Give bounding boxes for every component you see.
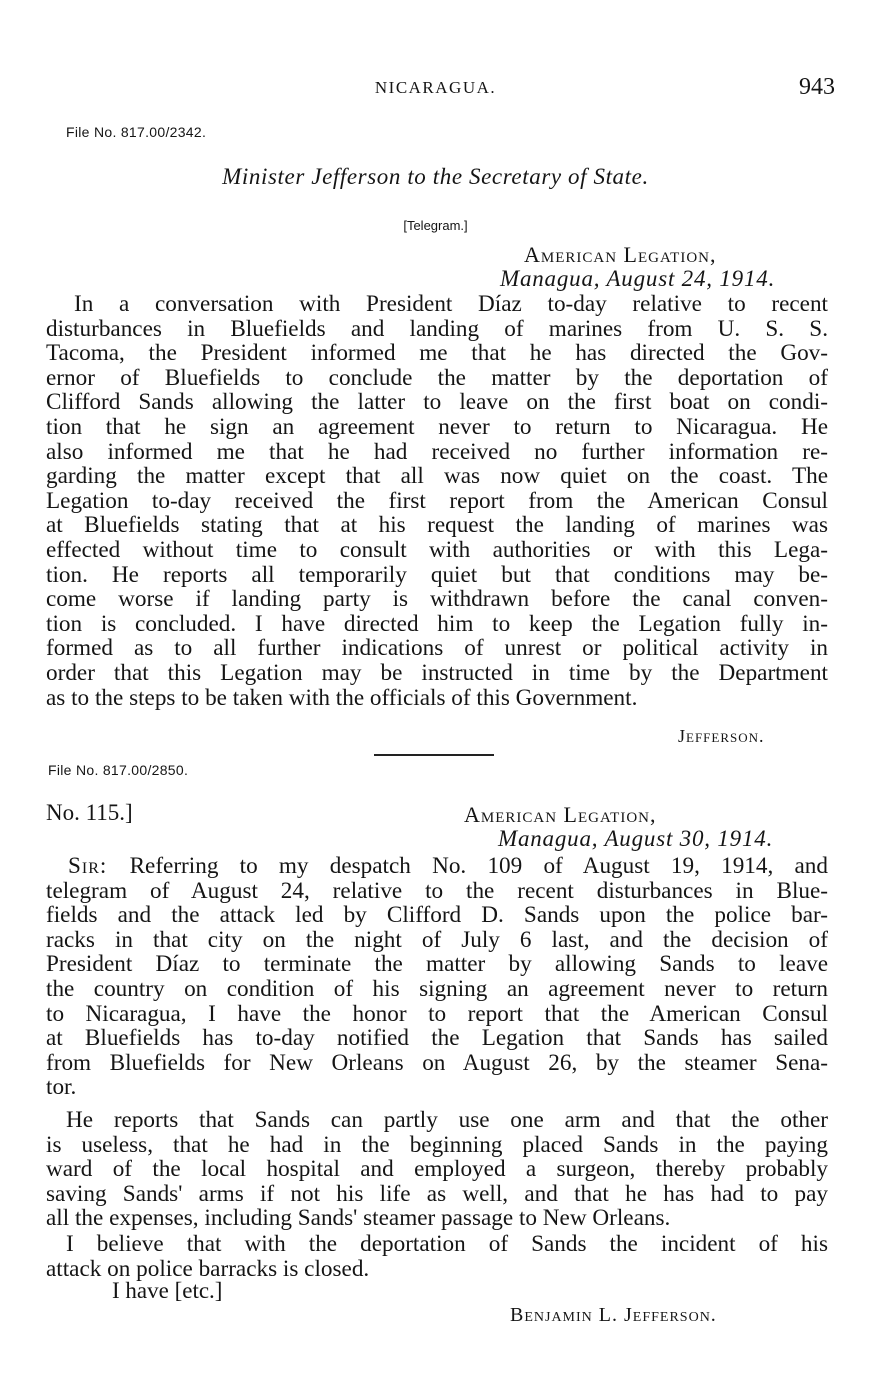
file-number: File No. 817.00/2342. [66,124,207,140]
salutation: Sir: [68,853,130,879]
text-line: disturbances in Bluefields and landing of marines from U. S. S. [46,315,828,342]
text-line: formed as to all further indications of unrest or political activity in [46,635,828,662]
text-line: fields and the attack led by Clifford D. Sands upon the police bar- [46,902,828,929]
despatch-paragraph-2 [46,1108,828,1231]
document-heading: Minister Jefferson to the Secretary of State. [222,164,649,189]
signature: Jefferson. [678,726,765,746]
text-line: as to the steps to be taken with the officials of this Government. [46,684,638,711]
text-line: Clifford Sands allowing the latter to leave on the first boat on condi- [46,389,828,416]
text-line: effected without time to consult with authorities or with this Lega- [46,536,828,563]
text-line: is useless, that he had in the beginning placed Sands in the paying [46,1131,828,1158]
text-line: tion. He reports all temporarily quiet but that conditions may be- [46,561,828,588]
text-line: tion is concluded. I have directed him to keep the Legation fully in- [46,610,828,637]
file-number: File No. 817.00/2850. [48,762,189,778]
text-line: Tacoma, the President informed me that he has directed the Gov- [46,340,828,367]
text-line: racks in that city on the night of July 6 last, and the decision of [46,926,828,953]
text-line: telegram of August 24, relative to the recent disturbances in Blue- [46,877,828,904]
text-line: saving Sands' arms if not his life as well, and that he has had to pay [46,1180,828,1207]
sender-line: American Legation, [464,802,657,827]
text-line: garding the matter except that all was now quiet on the coast. The [46,463,828,490]
text-line: all the expenses, including Sands' steamer passage to New Orleans. [46,1205,671,1232]
text-line: also informed me that he had received no further information re- [46,438,828,465]
despatch-paragraph-1 [46,854,828,1100]
text-line: tion that he sign an agreement never to return to Nicaragua. He [46,413,828,440]
text-line: tor. [46,1074,77,1101]
telegram-body [46,292,828,710]
text-line: to Nicaragua, I have the honor to report that the American Consul [46,1000,828,1027]
text-line: at Bluefields stating that at his request the landing of marines was [46,512,828,539]
text-line: from Bluefields for New Orleans on August 26, by the steamer Sena- [46,1049,828,1076]
place-date-line: Managua, August 24, 1914. [500,266,776,291]
despatch-number: No. 115.] [46,800,133,825]
place-date-line: Managua, August 30, 1914. [498,826,774,851]
text-line: the country on condition of his signing an agreement never to return [46,975,828,1002]
section-divider [374,754,494,756]
signature: Benjamin L. Jefferson. [510,1304,717,1326]
text-line: Legation to-day received the first report from the American Consul [46,487,828,514]
text-line: order that this Legation may be instructed in time by the Department [46,659,828,686]
text-line: at Bluefields has to-day notified the Legation that Sands has sailed [46,1025,828,1052]
page-number: 943 [799,74,835,100]
running-head: NICARAGUA. [374,78,497,97]
text-line: He reports that Sands can partly use one arm and that the other [66,1107,828,1133]
closing: I have [etc.] [112,1278,223,1303]
text-line: come worse if landing party is withdrawn before the canal conven- [46,586,828,613]
despatch-paragraph-3 [46,1232,828,1281]
sender-line: American Legation, [524,242,717,267]
text-line: attack on police barracks is closed. [46,1255,370,1282]
text-line: In a conversation with President Díaz to-day relative to recent [74,291,828,317]
document-type: [Telegram.] [403,218,468,233]
text-line: Sir: Referring to my despatch No. 109 of August 19, 1914, and [68,853,828,879]
text-line: I believe that with the deportation of Sands the incident of his [66,1231,828,1257]
text-line: President Díaz to terminate the matter by allowing Sands to leave [46,951,828,978]
text-line: ernor of Bluefields to conclude the matter by the deportation of [46,364,828,391]
text-line: ward of the local hospital and employed a surgeon, thereby probably [46,1156,828,1183]
